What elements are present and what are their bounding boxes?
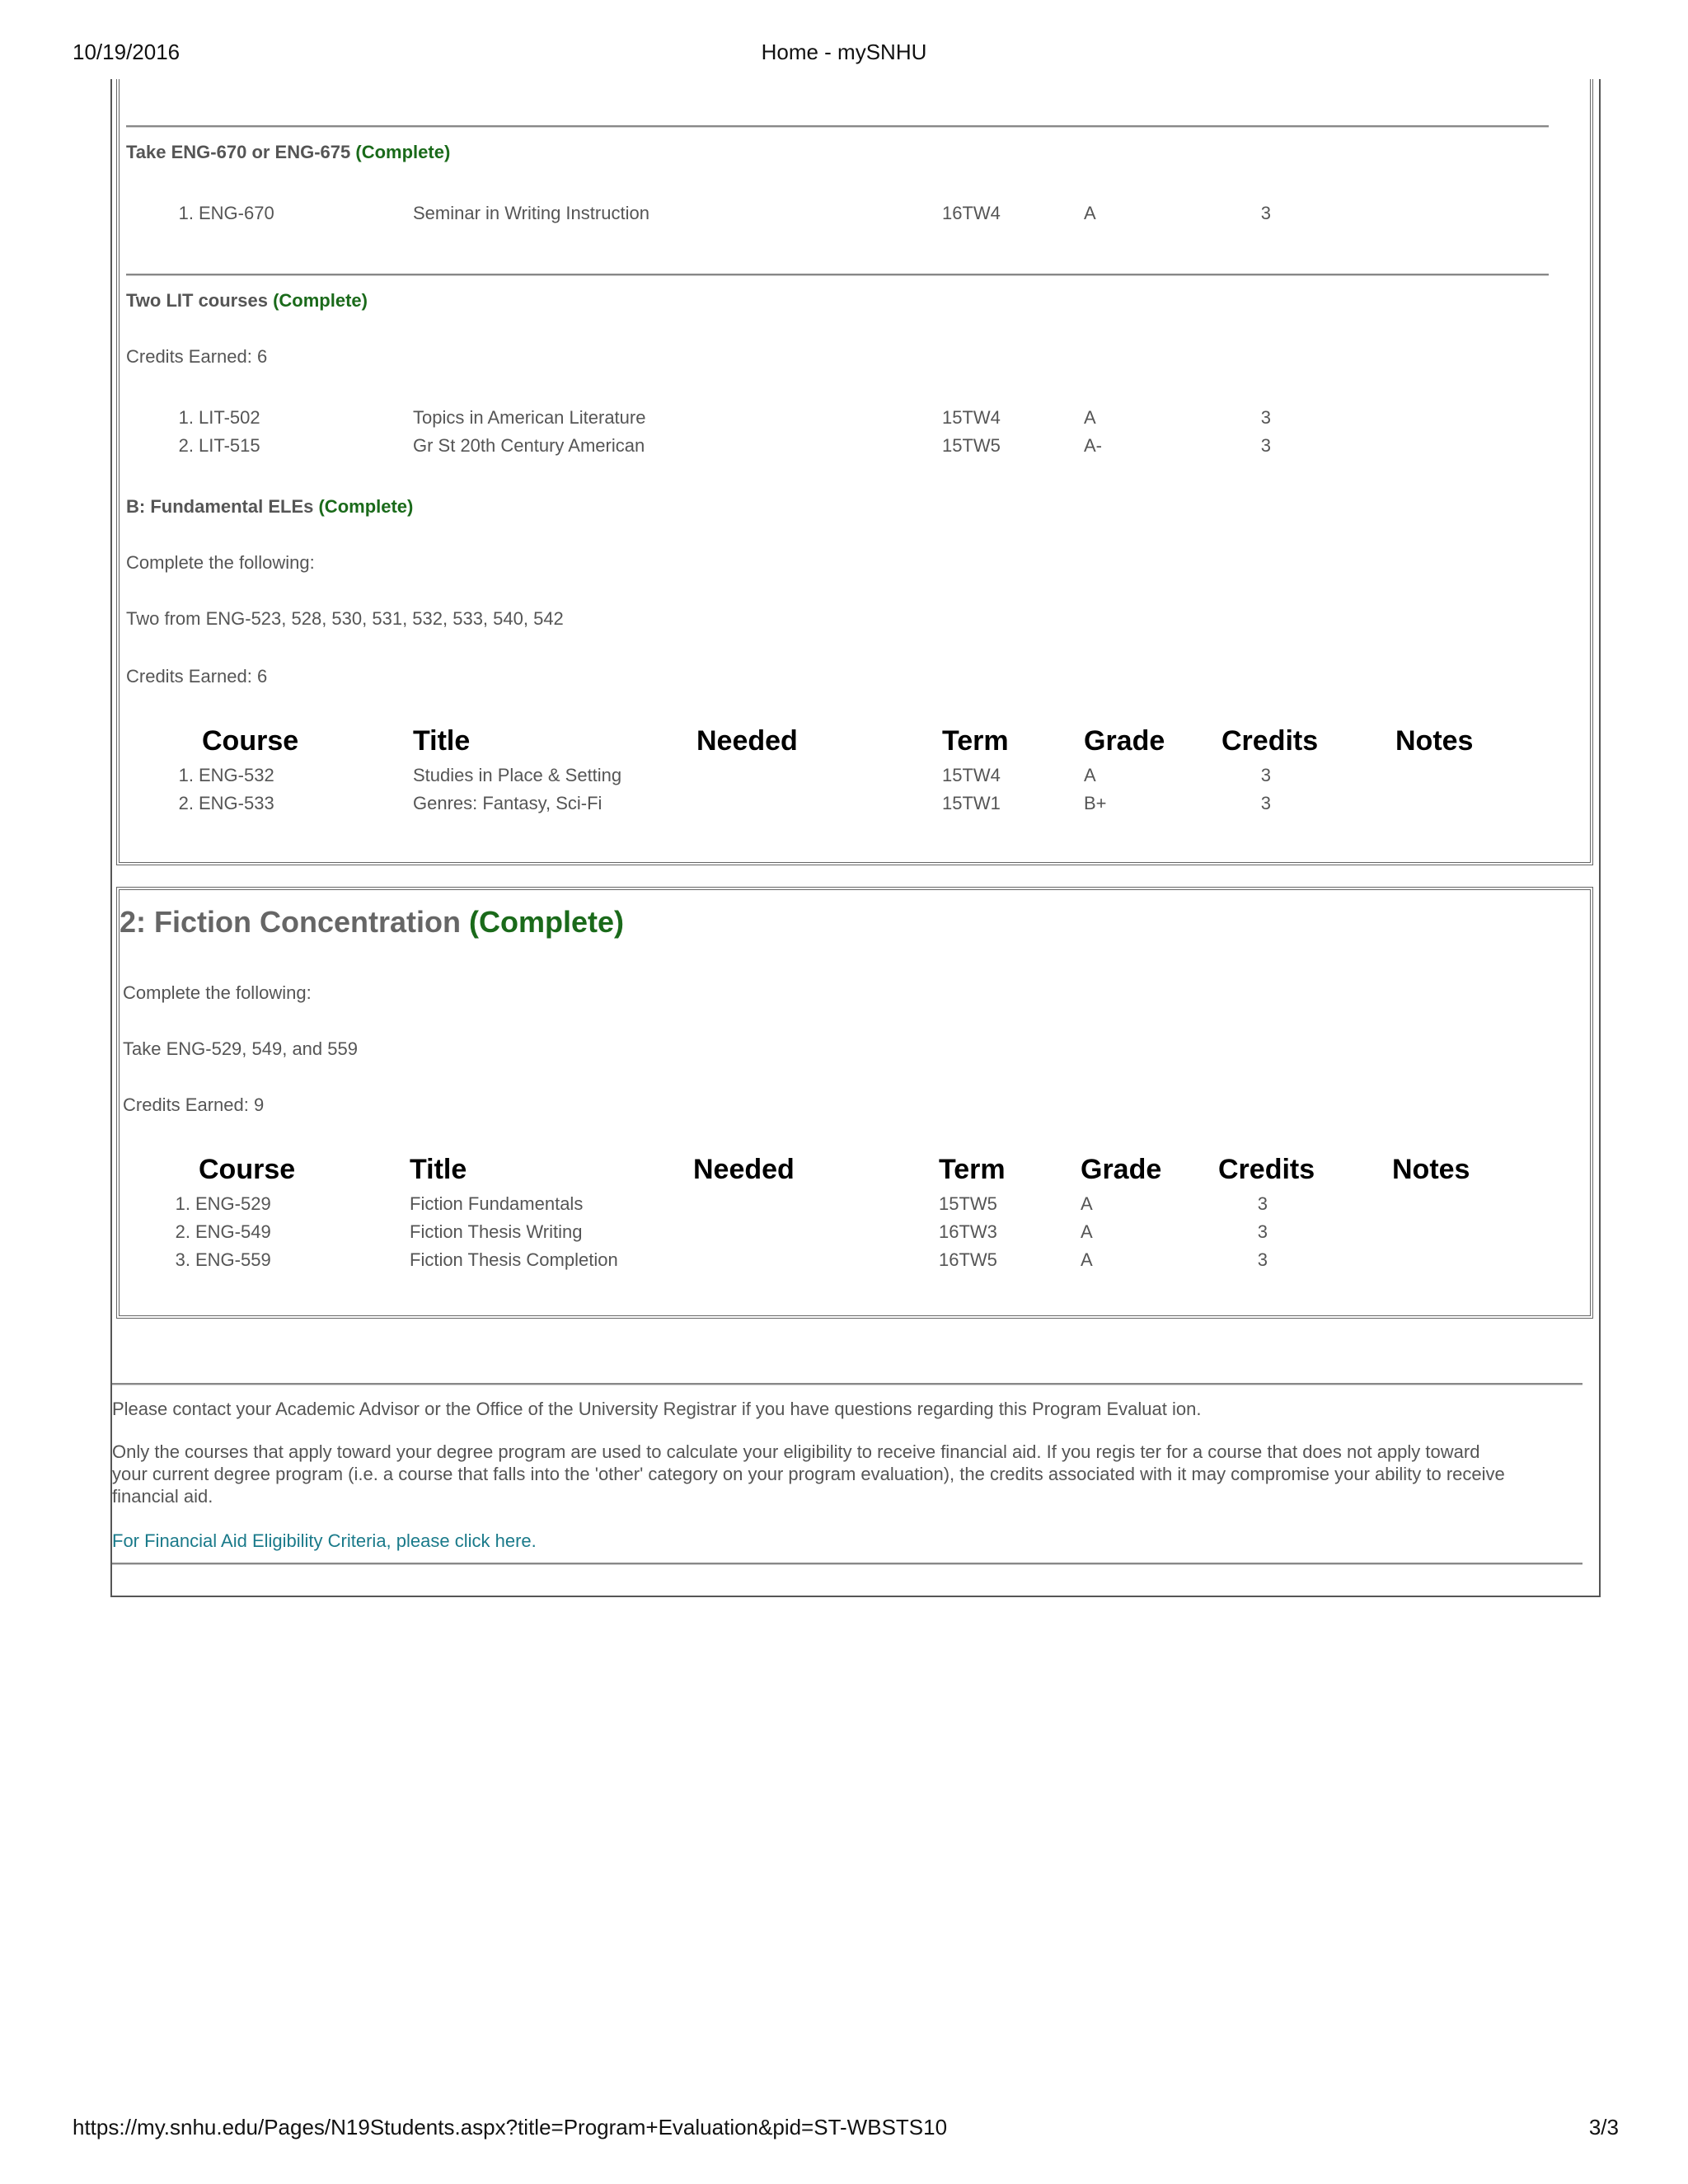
course-row	[116, 1221, 1517, 1246]
course-row	[120, 407, 1521, 432]
registrar-contact-notice: Please contact your Academic Advisor or the Office of the University Registrar if you have questions regarding this Program Evaluat ion.	[112, 1399, 1202, 1419]
header-credits: Credits	[1221, 725, 1319, 757]
header-term: Term	[939, 1154, 1006, 1185]
course-number: 2.	[175, 1221, 190, 1242]
financial-aid-notice	[112, 1441, 1596, 1507]
print-url: https://my.snhu.edu/Pages/N19Students.aspx?title=Program+Evaluation&pid=ST-WBSTS10	[73, 2115, 948, 2139]
course-grade: A	[1081, 1193, 1093, 1214]
course-grade: A	[1081, 1221, 1093, 1242]
course-credits: 3	[1260, 435, 1271, 456]
divider	[112, 1563, 1582, 1565]
course-code: ENG-549	[195, 1221, 271, 1242]
course-number: 1.	[178, 765, 194, 785]
course-code: ENG-559	[195, 1249, 271, 1270]
header-term: Term	[942, 725, 1009, 757]
course-grade: A	[1084, 765, 1096, 785]
course-row	[120, 435, 1521, 460]
financial-aid-line: your current degree program (i.e. a course that falls into the 'other' category on your program evaluation), the credits associated with it may compromise your ability to receive	[112, 1464, 1505, 1484]
course-number: 1.	[175, 1193, 190, 1214]
course-number: 3.	[175, 1249, 190, 1270]
requirement-label: Two LIT courses	[126, 290, 268, 311]
course-number: 1.	[178, 203, 194, 223]
header-grade: Grade	[1081, 1154, 1162, 1185]
course-table-header	[120, 725, 1521, 762]
course-row	[120, 203, 1521, 227]
requirement-heading	[126, 142, 450, 163]
credits-earned: Credits Earned: 6	[126, 346, 268, 367]
course-row	[116, 1193, 1517, 1218]
course-title: Genres: Fantasy, Sci-Fi	[413, 793, 603, 813]
course-code: ENG-533	[199, 793, 274, 813]
divider	[126, 274, 1549, 276]
course-grade: A	[1084, 407, 1096, 428]
course-number: 2.	[178, 435, 194, 456]
requirement-heading	[126, 496, 413, 518]
course-grade: A	[1081, 1249, 1093, 1270]
course-term: 15TW5	[942, 435, 1001, 456]
header-credits: Credits	[1218, 1154, 1315, 1185]
requirement-label: B: Fundamental ELEs	[126, 496, 314, 517]
requirement-heading	[126, 290, 368, 312]
header-notes: Notes	[1395, 725, 1474, 757]
requirement-instruction: Complete the following:	[123, 982, 312, 1003]
course-number: 2.	[178, 793, 194, 813]
header-notes: Notes	[1392, 1154, 1470, 1185]
course-term: 15TW4	[942, 765, 1001, 785]
course-code: LIT-502	[199, 407, 260, 428]
header-needed: Needed	[693, 1154, 795, 1185]
course-code: ENG-532	[199, 765, 274, 785]
requirement-rule: Two from ENG-523, 528, 530, 531, 532, 533, 540, 542	[126, 608, 564, 629]
course-title: Studies in Place & Setting	[413, 765, 622, 785]
requirement-rule: Take ENG-529, 549, and 559	[123, 1038, 358, 1059]
header-title: Title	[410, 1154, 467, 1185]
requirements-section	[116, 79, 1593, 865]
course-grade: A	[1084, 203, 1096, 223]
course-term: 15TW1	[942, 793, 1001, 813]
section-title-text: 2: Fiction Concentration	[120, 905, 461, 939]
course-row	[116, 1249, 1517, 1274]
program-evaluation-container	[110, 79, 1601, 1597]
course-title: Seminar in Writing Instruction	[413, 203, 649, 223]
header-needed: Needed	[696, 725, 798, 757]
course-term: 16TW4	[942, 203, 1001, 223]
course-row	[120, 793, 1521, 818]
status-complete: (Complete)	[469, 905, 625, 939]
financial-aid-line: Only the courses that apply toward your degree program are used to calculate your eligibility to receive financial aid. If you regis ter for a course that does not apply toward	[112, 1441, 1480, 1462]
course-title: Gr St 20th Century American	[413, 435, 645, 456]
print-date: 10/19/2016	[73, 40, 181, 64]
requirement-instruction: Complete the following:	[126, 552, 315, 573]
course-term: 15TW5	[939, 1193, 997, 1214]
status-complete: (Complete)	[318, 496, 414, 517]
course-number: 1.	[178, 407, 194, 428]
header-grade: Grade	[1084, 725, 1165, 757]
course-credits: 3	[1260, 203, 1271, 223]
course-code: LIT-515	[199, 435, 260, 456]
print-footer	[0, 2115, 1688, 2144]
course-credits: 3	[1260, 407, 1271, 428]
course-title: Fiction Thesis Completion	[410, 1249, 618, 1270]
header-course: Course	[199, 1154, 296, 1185]
course-title: Fiction Thesis Writing	[410, 1221, 583, 1242]
print-header	[0, 40, 1688, 69]
course-credits: 3	[1260, 765, 1271, 785]
course-credits: 3	[1257, 1221, 1268, 1242]
credits-earned: Credits Earned: 9	[123, 1094, 265, 1115]
fiction-concentration-section	[116, 887, 1593, 1319]
divider	[112, 1383, 1582, 1385]
course-credits: 3	[1257, 1193, 1268, 1214]
course-title: Fiction Fundamentals	[410, 1193, 584, 1214]
course-credits: 3	[1257, 1249, 1268, 1270]
course-grade: B+	[1084, 793, 1107, 813]
section-title	[120, 905, 624, 940]
course-grade: A-	[1084, 435, 1102, 456]
course-table-header	[116, 1154, 1517, 1190]
header-title: Title	[413, 725, 471, 757]
course-term: 16TW3	[939, 1221, 997, 1242]
financial-aid-line: financial aid.	[112, 1486, 213, 1507]
course-title: Topics in American Literature	[413, 407, 646, 428]
status-complete: (Complete)	[273, 290, 368, 311]
divider	[126, 125, 1549, 128]
print-page-number: 3/3	[1588, 2115, 1619, 2139]
financial-aid-criteria-link[interactable]: For Financial Aid Eligibility Criteria, please click here.	[112, 1530, 537, 1551]
requirement-label: Take ENG-670 or ENG-675	[126, 142, 351, 162]
credits-earned: Credits Earned: 6	[126, 666, 268, 687]
course-term: 16TW5	[939, 1249, 997, 1270]
header-course: Course	[202, 725, 299, 757]
print-page-title: Home - mySNHU	[761, 40, 927, 64]
course-code: ENG-529	[195, 1193, 271, 1214]
status-complete: (Complete)	[355, 142, 451, 162]
course-credits: 3	[1260, 793, 1271, 813]
course-term: 15TW4	[942, 407, 1001, 428]
course-code: ENG-670	[199, 203, 274, 223]
course-row	[120, 765, 1521, 790]
